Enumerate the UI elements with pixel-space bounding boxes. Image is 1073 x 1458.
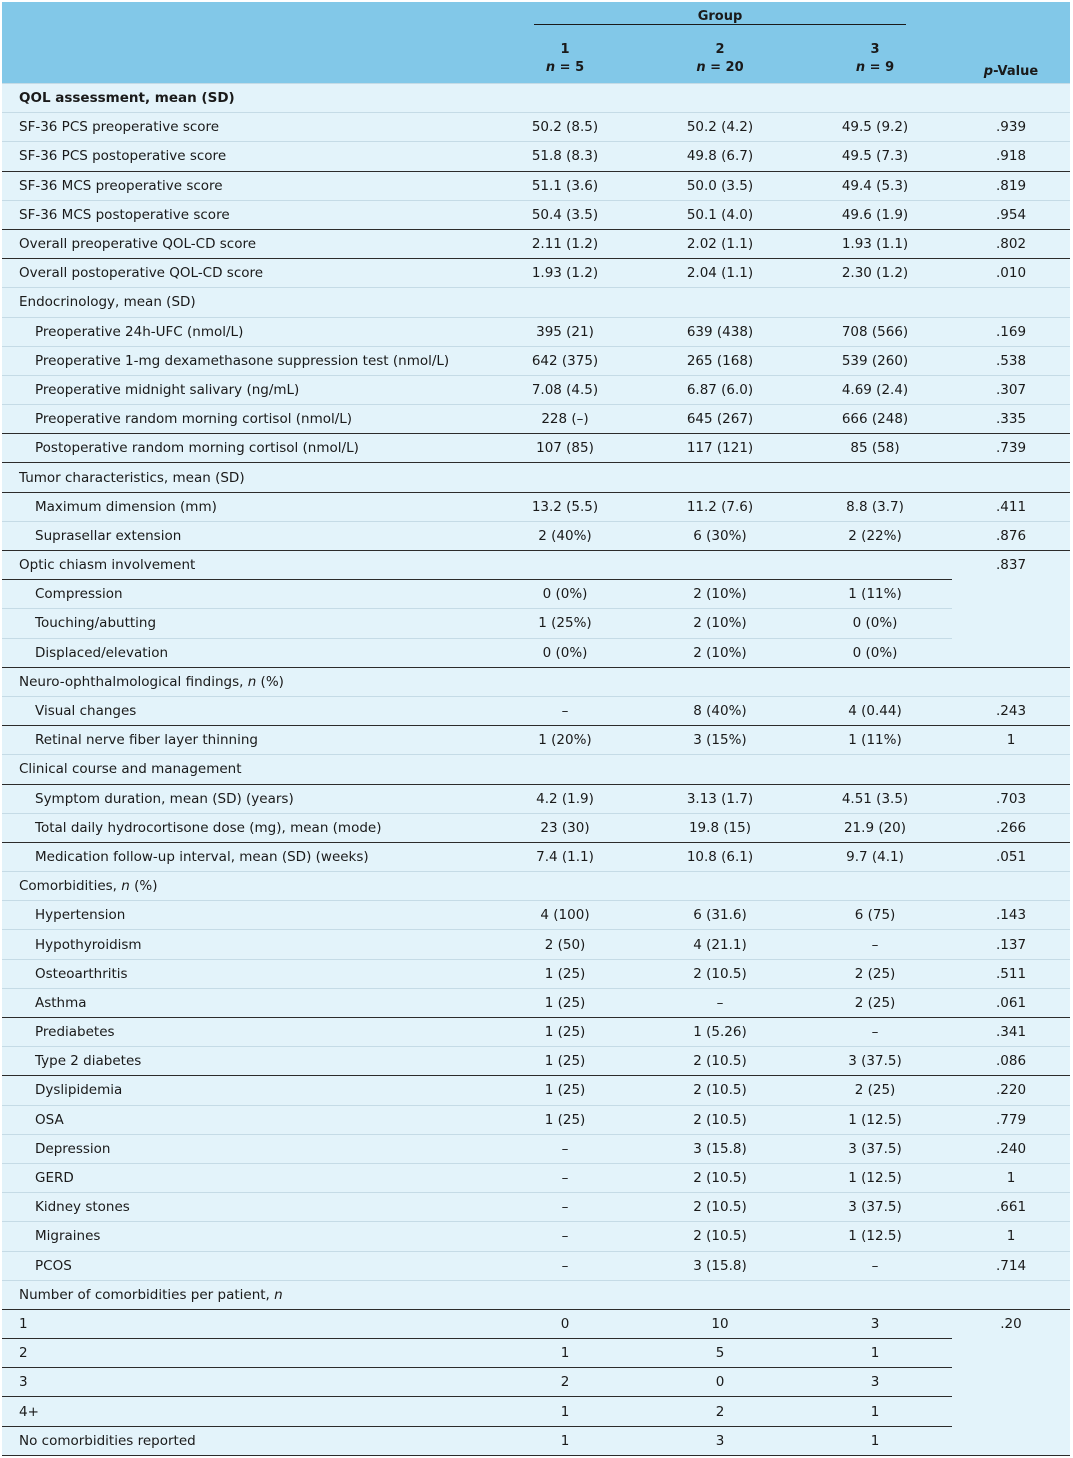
group-1-cell: 1.93 (1.2) (488, 259, 642, 288)
p-value-cell: .918 (952, 142, 1070, 171)
p-value-cell: .051 (952, 842, 1070, 871)
group-1-cell: – (488, 696, 642, 725)
group-2-cell (642, 463, 798, 492)
group-1-cell: 1 (488, 1397, 642, 1426)
group-2-cell: 2 (10%) (642, 638, 798, 667)
table-row (2, 1397, 1070, 1426)
p-value-cell (952, 638, 1070, 667)
group-2-cell: 3 (15.8) (642, 1251, 798, 1280)
group-3-cell: 4 (0.44) (798, 696, 952, 725)
group-2-cell: 117 (121) (642, 434, 798, 463)
group-3-cell: 2 (22%) (798, 521, 952, 550)
table-row (2, 405, 1070, 434)
p-value-cell: .538 (952, 346, 1070, 375)
table-row (2, 813, 1070, 842)
group-3-cell: 1 (11%) (798, 726, 952, 755)
group-3-cell: 8.8 (3.7) (798, 492, 952, 521)
row-label: Preoperative 24h-UFC (nmol/L) (2, 317, 488, 346)
group-1-cell (488, 755, 642, 784)
table-row (2, 1222, 1070, 1251)
group-1-cell: 7.4 (1.1) (488, 842, 642, 871)
table-row (2, 229, 1070, 258)
row-label: SF-36 MCS preoperative score (2, 171, 488, 200)
group-3-cell: 49.5 (7.3) (798, 142, 952, 171)
group-1-cell: – (488, 1163, 642, 1192)
row-label: Postoperative random morning cortisol (nmol/L) (2, 434, 488, 463)
group-3-cell: 2.30 (1.2) (798, 259, 952, 288)
table-row (2, 638, 1070, 667)
group-2-cell: 2.04 (1.1) (642, 259, 798, 288)
group-1-cell: 7.08 (4.5) (488, 375, 642, 404)
group-1-cell: 4.2 (1.9) (488, 784, 642, 813)
p-value-cell: .243 (952, 696, 1070, 725)
table-row (2, 463, 1070, 492)
p-value-cell: .220 (952, 1076, 1070, 1105)
row-label: Comorbidities, n (%) (2, 872, 488, 901)
group-1-cell: 395 (21) (488, 317, 642, 346)
p-value-cell: .341 (952, 1018, 1070, 1047)
group-3-cell (798, 288, 952, 317)
row-label: Neuro-ophthalmological findings, n (%) (2, 667, 488, 696)
p-value-cell: .837 (952, 551, 1070, 580)
group-3-cell: 4.51 (3.5) (798, 784, 952, 813)
group-3-cell (798, 551, 952, 580)
group-1-cell (488, 872, 642, 901)
row-label: Suprasellar extension (2, 521, 488, 550)
group-1-cell: 50.4 (3.5) (488, 200, 642, 229)
table-header (2, 2, 1070, 84)
group-1-cell: 0 (0%) (488, 638, 642, 667)
p-value-cell (952, 1368, 1070, 1397)
header-blank (2, 2, 488, 32)
row-label: Touching/abutting (2, 609, 488, 638)
row-label: Compression (2, 580, 488, 609)
group-1-cell: 0 (0%) (488, 580, 642, 609)
p-value-cell: .661 (952, 1193, 1070, 1222)
group-3-cell: 49.4 (5.3) (798, 171, 952, 200)
group-2-cell: 49.8 (6.7) (642, 142, 798, 171)
p-value-cell: 1 (952, 726, 1070, 755)
group-3-cell: 539 (260) (798, 346, 952, 375)
group-2-cell: 10.8 (6.1) (642, 842, 798, 871)
p-value-cell (952, 755, 1070, 784)
group-1-cell: – (488, 1222, 642, 1251)
table-row (2, 696, 1070, 725)
group-1-cell: 1 (488, 1339, 642, 1368)
group-1-cell: 4 (100) (488, 901, 642, 930)
group-1-cell: 1 (25%) (488, 609, 642, 638)
row-label: Dyslipidemia (2, 1076, 488, 1105)
group-3-cell: 3 (37.5) (798, 1193, 952, 1222)
table-row (2, 667, 1070, 696)
row-label: Migraines (2, 1222, 488, 1251)
group-3-cell (798, 463, 952, 492)
group-3-cell (798, 84, 952, 113)
group-3-cell: 708 (566) (798, 317, 952, 346)
p-value-cell: .061 (952, 988, 1070, 1017)
group-2-cell: 0 (642, 1368, 798, 1397)
group-2-cell: 3 (15%) (642, 726, 798, 755)
p-value-cell (952, 1339, 1070, 1368)
group-2-cell: 1 (5.26) (642, 1018, 798, 1047)
group-2-cell: 3 (15.8) (642, 1134, 798, 1163)
group-1-cell: 228 (–) (488, 405, 642, 434)
table-row (2, 988, 1070, 1017)
group-2-cell: 2 (10.5) (642, 1105, 798, 1134)
row-label: Endocrinology, mean (SD) (2, 288, 488, 317)
table-row (2, 1280, 1070, 1309)
table-row (2, 1076, 1070, 1105)
group-3-cell: – (798, 1018, 952, 1047)
row-label: GERD (2, 1163, 488, 1192)
group-2-cell: 5 (642, 1339, 798, 1368)
group-2-cell: 4 (21.1) (642, 930, 798, 959)
table-row (2, 901, 1070, 930)
row-label: Type 2 diabetes (2, 1047, 488, 1076)
row-label: Preoperative midnight salivary (ng/mL) (2, 375, 488, 404)
group-2-cell: 8 (40%) (642, 696, 798, 725)
table-row (2, 1047, 1070, 1076)
table-row (2, 288, 1070, 317)
table-row (2, 1134, 1070, 1163)
group-2-cell (642, 1280, 798, 1309)
group-1-cell: 1 (25) (488, 1076, 642, 1105)
p-value-cell: .939 (952, 113, 1070, 142)
table-row (2, 930, 1070, 959)
group-1-cell: 2 (40%) (488, 521, 642, 550)
row-label: 4+ (2, 1397, 488, 1426)
group-2-header: 2 n = 20 (642, 32, 798, 84)
header-label-col (2, 32, 488, 84)
table-row (2, 609, 1070, 638)
row-label: No comorbidities reported (2, 1426, 488, 1455)
group-2-cell: 50.0 (3.5) (642, 171, 798, 200)
table-row (2, 84, 1070, 113)
group-3-header: 3 n = 9 (798, 32, 952, 84)
row-label: QOL assessment, mean (SD) (2, 84, 488, 113)
p-value-cell (952, 580, 1070, 609)
group-3-cell: 1 (798, 1426, 952, 1455)
table-row (2, 755, 1070, 784)
p-value-cell (952, 84, 1070, 113)
table-row (2, 200, 1070, 229)
group-2-cell: 3.13 (1.7) (642, 784, 798, 813)
row-label: 3 (2, 1368, 488, 1397)
table-row (2, 346, 1070, 375)
group-2-cell (642, 667, 798, 696)
header-blank-p (952, 2, 1070, 32)
p-value-cell (952, 667, 1070, 696)
group-2-cell (642, 288, 798, 317)
group-2-cell (642, 551, 798, 580)
group-1-cell: 51.1 (3.6) (488, 171, 642, 200)
row-label: Total daily hydrocortisone dose (mg), mean (mode) (2, 813, 488, 842)
p-value-cell: 1 (952, 1222, 1070, 1251)
group-3-cell: 1 (12.5) (798, 1105, 952, 1134)
group-2-cell: 2 (10.5) (642, 1163, 798, 1192)
group-1-cell: 1 (20%) (488, 726, 642, 755)
group-2-cell: 6 (31.6) (642, 901, 798, 930)
p-value-cell: .169 (952, 317, 1070, 346)
row-label: Kidney stones (2, 1193, 488, 1222)
table-row (2, 842, 1070, 871)
group-3-cell: 6 (75) (798, 901, 952, 930)
group-1-cell: – (488, 1251, 642, 1280)
table-row (2, 434, 1070, 463)
row-label: PCOS (2, 1251, 488, 1280)
group-1-cell: 1 (25) (488, 988, 642, 1017)
row-label: Hypothyroidism (2, 930, 488, 959)
group-3-cell: 666 (248) (798, 405, 952, 434)
group-2-cell (642, 84, 798, 113)
group-2-cell: – (642, 988, 798, 1017)
p-value-cell: .010 (952, 259, 1070, 288)
group-2-cell: 50.1 (4.0) (642, 200, 798, 229)
p-value-cell (952, 1426, 1070, 1455)
group-3-cell: 1 (12.5) (798, 1163, 952, 1192)
p-value-cell: .240 (952, 1134, 1070, 1163)
table-row (2, 551, 1070, 580)
group-3-cell (798, 1280, 952, 1309)
group-2-cell: 19.8 (15) (642, 813, 798, 842)
table-row (2, 375, 1070, 404)
table-row (2, 1309, 1070, 1338)
group-3-cell: 3 (798, 1368, 952, 1397)
results-table (2, 2, 1070, 1456)
group-2-cell: 2 (10.5) (642, 1076, 798, 1105)
group-2-cell: 50.2 (4.2) (642, 113, 798, 142)
group-3-cell: 2 (25) (798, 1076, 952, 1105)
table-row (2, 1163, 1070, 1192)
group-2-cell: 2 (10%) (642, 580, 798, 609)
p-value-cell: .137 (952, 930, 1070, 959)
table-row (2, 171, 1070, 200)
row-label: Overall postoperative QOL-CD score (2, 259, 488, 288)
group-1-cell (488, 551, 642, 580)
group-1-cell (488, 288, 642, 317)
group-2-cell: 2 (10%) (642, 609, 798, 638)
row-label: Preoperative random morning cortisol (nmol/L) (2, 405, 488, 434)
group-3-cell (798, 667, 952, 696)
group-3-cell (798, 872, 952, 901)
row-label: Asthma (2, 988, 488, 1017)
p-value-cell (952, 1280, 1070, 1309)
table-row (2, 521, 1070, 550)
group-2-cell: 2 (10.5) (642, 1193, 798, 1222)
group-2-cell: 2 (10.5) (642, 1047, 798, 1076)
pvalue-header: p-Value (952, 32, 1070, 84)
group-2-cell: 645 (267) (642, 405, 798, 434)
row-label: Optic chiasm involvement (2, 551, 488, 580)
p-value-cell: .411 (952, 492, 1070, 521)
group-1-cell: 23 (30) (488, 813, 642, 842)
row-label: Number of comorbidities per patient, n (2, 1280, 488, 1309)
data-table-container (2, 2, 1070, 1456)
table-row (2, 1018, 1070, 1047)
row-label: Retinal nerve fiber layer thinning (2, 726, 488, 755)
row-label: 1 (2, 1309, 488, 1338)
group-3-cell: 9.7 (4.1) (798, 842, 952, 871)
table-row (2, 872, 1070, 901)
group-2-cell: 6.87 (6.0) (642, 375, 798, 404)
group-2-cell (642, 872, 798, 901)
group-1-cell (488, 667, 642, 696)
p-value-cell: .086 (952, 1047, 1070, 1076)
group-3-cell: 85 (58) (798, 434, 952, 463)
p-value-cell (952, 609, 1070, 638)
p-value-cell: .703 (952, 784, 1070, 813)
p-value-cell: .307 (952, 375, 1070, 404)
group-1-cell: 1 (25) (488, 1105, 642, 1134)
group-3-cell: 1.93 (1.1) (798, 229, 952, 258)
table-row (2, 317, 1070, 346)
table-row (2, 1193, 1070, 1222)
group-1-cell: 50.2 (8.5) (488, 113, 642, 142)
group-1-cell: – (488, 1134, 642, 1163)
table-row (2, 1426, 1070, 1455)
group-1-cell: – (488, 1193, 642, 1222)
p-value-cell: .819 (952, 171, 1070, 200)
group-2-cell: 10 (642, 1309, 798, 1338)
group-1-cell: 51.8 (8.3) (488, 142, 642, 171)
group-3-cell: 0 (0%) (798, 609, 952, 638)
p-value-cell: 1 (952, 1163, 1070, 1192)
group-3-cell: 4.69 (2.4) (798, 375, 952, 404)
p-value-cell (952, 463, 1070, 492)
group-3-cell: 1 (12.5) (798, 1222, 952, 1251)
row-label: Clinical course and management (2, 755, 488, 784)
table-row (2, 959, 1070, 988)
group-1-cell: 1 (488, 1426, 642, 1455)
row-label: SF-36 PCS preoperative score (2, 113, 488, 142)
row-label: Tumor characteristics, mean (SD) (2, 463, 488, 492)
group-label: Group (697, 9, 743, 24)
group-3-cell: 49.5 (9.2) (798, 113, 952, 142)
table-row (2, 1251, 1070, 1280)
p-value-cell: .876 (952, 521, 1070, 550)
table-row (2, 1105, 1070, 1134)
row-label: Symptom duration, mean (SD) (years) (2, 784, 488, 813)
p-value-cell (952, 288, 1070, 317)
row-label: Depression (2, 1134, 488, 1163)
row-label: Visual changes (2, 696, 488, 725)
table-row (2, 726, 1070, 755)
group-2-cell: 2 (10.5) (642, 959, 798, 988)
group-1-cell: 107 (85) (488, 434, 642, 463)
group-header (534, 9, 906, 25)
table-row (2, 142, 1070, 171)
row-label: Osteoarthritis (2, 959, 488, 988)
group-1-cell: 2.11 (1.2) (488, 229, 642, 258)
group-3-cell: 0 (0%) (798, 638, 952, 667)
group-3-cell: 3 (37.5) (798, 1047, 952, 1076)
table-row (2, 259, 1070, 288)
group-3-cell: 1 (798, 1339, 952, 1368)
group-1-cell: 2 (488, 1368, 642, 1397)
table-row (2, 1339, 1070, 1368)
row-label: Displaced/elevation (2, 638, 488, 667)
p-value-cell: .954 (952, 200, 1070, 229)
group-2-cell (642, 755, 798, 784)
row-label: Preoperative 1-mg dexamethasone suppression test (nmol/L) (2, 346, 488, 375)
table-row (2, 580, 1070, 609)
table-row (2, 113, 1070, 142)
table-row (2, 492, 1070, 521)
row-label: Prediabetes (2, 1018, 488, 1047)
p-value-cell: .20 (952, 1309, 1070, 1338)
p-value-cell: .802 (952, 229, 1070, 258)
group-3-cell: 1 (11%) (798, 580, 952, 609)
p-value-cell: .266 (952, 813, 1070, 842)
group-1-cell: 13.2 (5.5) (488, 492, 642, 521)
row-label: Overall preoperative QOL-CD score (2, 229, 488, 258)
group-3-cell: 49.6 (1.9) (798, 200, 952, 229)
group-1-cell: 1 (25) (488, 1018, 642, 1047)
group-1-cell: 1 (25) (488, 959, 642, 988)
p-value-cell: .143 (952, 901, 1070, 930)
group-2-cell: 2 (642, 1397, 798, 1426)
group-2-cell: 2 (10.5) (642, 1222, 798, 1251)
p-value-cell: .779 (952, 1105, 1070, 1134)
group-3-cell: 1 (798, 1397, 952, 1426)
p-value-cell (952, 872, 1070, 901)
row-label: SF-36 MCS postoperative score (2, 200, 488, 229)
p-value-cell: .714 (952, 1251, 1070, 1280)
group-1-cell (488, 84, 642, 113)
row-label: SF-36 PCS postoperative score (2, 142, 488, 171)
table-row (2, 1368, 1070, 1397)
group-2-cell: 265 (168) (642, 346, 798, 375)
table-body (2, 84, 1070, 1456)
row-label: OSA (2, 1105, 488, 1134)
group-3-cell: – (798, 930, 952, 959)
group-1-cell (488, 463, 642, 492)
group-3-cell: – (798, 1251, 952, 1280)
p-value-cell: .335 (952, 405, 1070, 434)
group-2-cell: 2.02 (1.1) (642, 229, 798, 258)
group-3-cell: 21.9 (20) (798, 813, 952, 842)
group-1-cell: 2 (50) (488, 930, 642, 959)
p-value-cell: .511 (952, 959, 1070, 988)
group-2-cell: 6 (30%) (642, 521, 798, 550)
group-1-cell: 1 (25) (488, 1047, 642, 1076)
p-value-cell: .739 (952, 434, 1070, 463)
group-3-cell: 2 (25) (798, 988, 952, 1017)
table-row (2, 784, 1070, 813)
row-label: Maximum dimension (mm) (2, 492, 488, 521)
group-2-cell: 639 (438) (642, 317, 798, 346)
group-1-cell: 0 (488, 1309, 642, 1338)
row-label: Medication follow-up interval, mean (SD) (weeks) (2, 842, 488, 871)
group-1-cell (488, 1280, 642, 1309)
group-3-cell (798, 755, 952, 784)
group-3-cell: 3 (798, 1309, 952, 1338)
group-2-cell: 3 (642, 1426, 798, 1455)
p-value-cell (952, 1397, 1070, 1426)
group-3-cell: 2 (25) (798, 959, 952, 988)
group-2-cell: 11.2 (7.6) (642, 492, 798, 521)
group-1-header: 1 n = 5 (488, 32, 642, 84)
row-label: Hypertension (2, 901, 488, 930)
group-1-cell: 642 (375) (488, 346, 642, 375)
row-label: 2 (2, 1339, 488, 1368)
group-3-cell: 3 (37.5) (798, 1134, 952, 1163)
